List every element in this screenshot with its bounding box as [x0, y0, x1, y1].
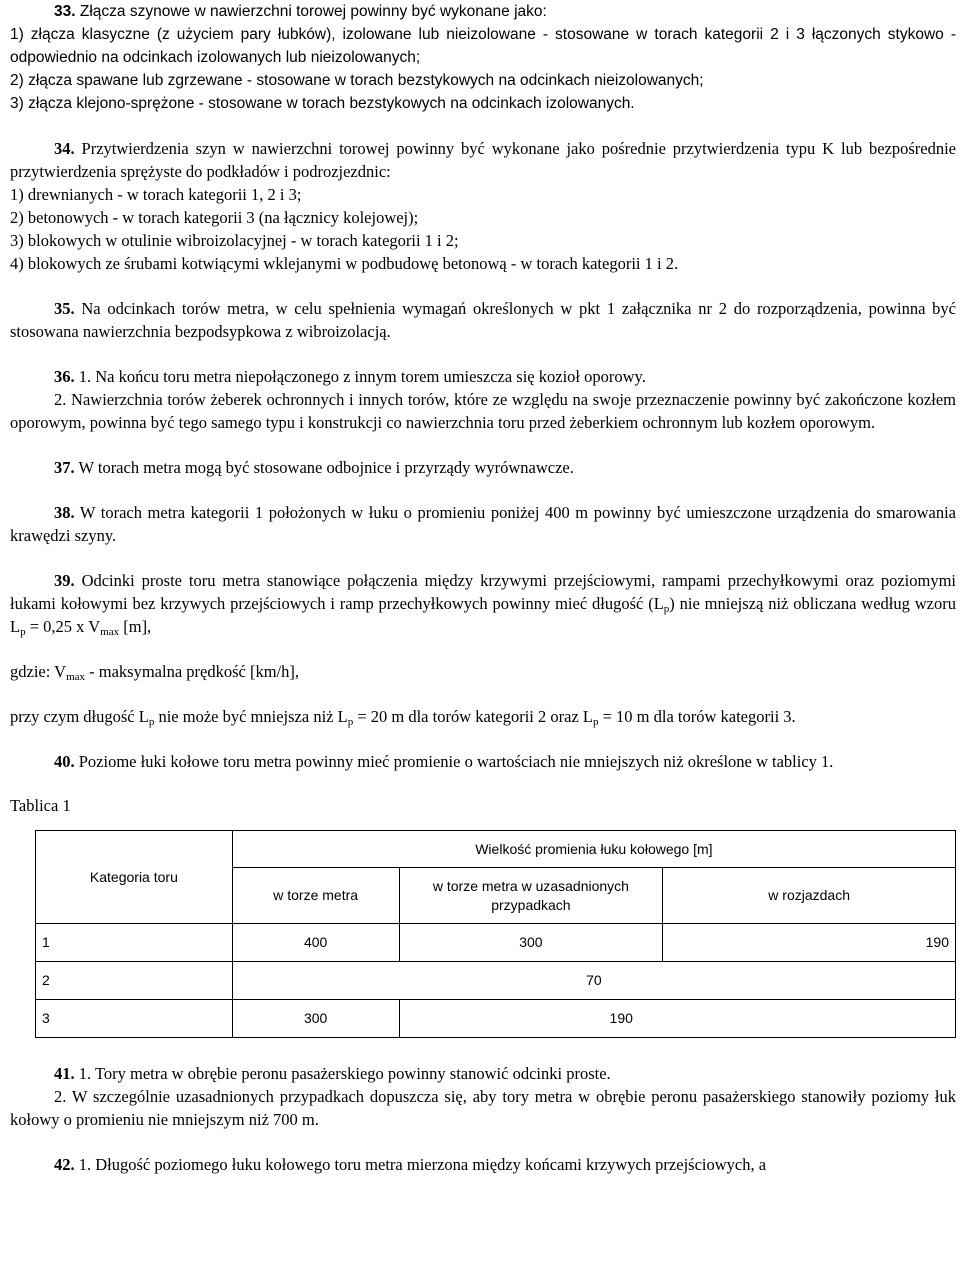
table-row — [36, 1000, 956, 1038]
cell-category: 1 — [36, 924, 233, 962]
list-item: 3) blokowych w otulinie wibroizolacyjnej - w torach kategorii 1 i 2; — [10, 231, 459, 250]
list-item: 4) blokowych ze śrubami kotwiącymi wklejanymi w podbudowę betonową - w torach kategorii 1 i 2. — [10, 254, 679, 273]
cell-switches: 190 — [663, 924, 956, 962]
table-row — [36, 962, 956, 1000]
section-36: 36. 1. Na końcu toru metra niepołączonego z innym torem umieszcza się kozioł oporowy. 2. Nawierzchnia torów żeberek ochronnych i innych torów, które ze względu na swoje przeznaczenie powinny być zakończone kozłem oporowym, powinna być tego samego typu i konstrukcji co nawierzchnia toru przed żeberkiem ochronnym lub kozłem oporowym. — [10, 367, 956, 432]
section-number: 35. — [54, 299, 75, 318]
list-item: 3) złącza klejono-sprężone - stosowane w torach bezstykowych na odcinkach izolowanych. — [10, 95, 635, 112]
cell-category: 3 — [36, 1000, 233, 1038]
cell-category: 2 — [36, 962, 233, 1000]
section-33 — [10, 0, 956, 115]
list-item: 2) betonowych - w torach kategorii 3 (na łącznicy kolejowej); — [10, 208, 419, 227]
section-34-lead: 34. Przytwierdzenia szyn w nawierzchni torowej powinny być wykonane jako pośrednie przytwierdzenia typu K lub bezpośrednie przytwierdzenia sprężyste do podkładów i podrozjezdnic: — [10, 139, 957, 181]
section-number: 36. — [54, 367, 75, 386]
list-item: 1) drewnianych - w torach kategorii 1, 2 i 3; — [10, 185, 302, 204]
radius-table — [35, 830, 956, 1038]
section-number: 41. — [54, 1064, 75, 1083]
section-number: 38. — [54, 503, 75, 522]
section-number: 33. — [54, 3, 76, 20]
list-item: 1) złącza klasyczne (z użyciem pary łubków), izolowane lub nieizolowane - stosowane w torach kategorii 2 i 3 łączonych stykowo - odpowiednio na odcinkach izolowanych lub nieizolowanych; — [10, 26, 956, 66]
section-39: 39. Odcinki proste toru metra stanowiące połączenia między krzywymi przejściowymi, rampami przechyłkowymi oraz poziomymi łukami kołowymi bez krzywych przejściowych i ramp przechyłkowych powinny mieć długość $(L_p)$ nie mniejszą niż obliczana według wzoru $L_p = 0,25$ x $V_{max}$ [m], gdzie: $V_{max}$ - maksymalna prędkość [km/h], przy czym długość $L_p$ nie może być mniejsza niż $L_p = 20$ m dla torów kategorii 2 oraz $L_p = 10$ m dla torów kategorii 3. — [10, 571, 956, 728]
header-group: Wielkość promienia łuku kołowego [m] — [232, 831, 955, 868]
section-41-paragraph-2: 2. W szczególnie uzasadnionych przypadkach dopuszcza się, aby tory metra w obrębie peronu pasażerskiego stanowiły poziomy łuk kołowy o promieniu nie mniejszym niż 700 m. — [10, 1087, 956, 1129]
header-justified: w torze metra w uzasadnionych przypadkach — [399, 868, 663, 924]
section-37: 37. W torach metra mogą być stosowane odbojnice i przyrządy wyrównawcze. — [54, 458, 574, 477]
header-metro: w torze metra — [232, 868, 399, 924]
section-number: 39. — [54, 571, 75, 590]
cell-merged: 70 — [232, 962, 955, 1000]
cell-metro: 300 — [232, 1000, 399, 1038]
formula-legend: gdzie: $V_{max}$ - maksymalna prędkość [km/h], — [10, 662, 299, 683]
section-40: 40. Poziome łuki kołowe toru metra powinny mieć promienie o wartościach nie mniejszych niż określone w tablicy 1. — [54, 752, 834, 771]
section-38: 38. W torach metra kategorii 1 położonych w łuku o promieniu poniżej 400 m powinny być umieszczone urządzenia do smarowania krawędzi szyny. — [10, 503, 957, 545]
cell-merged: 190 — [399, 1000, 955, 1038]
cell-justified: 300 — [399, 924, 663, 962]
header-switches: w rozjazdach — [663, 868, 956, 924]
table-row — [36, 831, 956, 868]
document-page — [10, 0, 956, 1176]
section-35: 35. Na odcinkach torów metra, w celu spełnienia wymagań określonych w pkt 1 załącznika nr 2 do rozporządzenia, powinna być stosowana nawierzchnia bezpodsypkowa z wibroizolacją. — [10, 299, 957, 341]
table-caption: Tablica 1 — [10, 796, 71, 815]
header-category: Kategoria toru — [36, 831, 233, 924]
section-33-lead: 33. Złącza szynowe w nawierzchni torowej powinny być wykonane jako: — [54, 3, 547, 20]
table-row — [36, 924, 956, 962]
section-42: 42. 1. Długość poziomego łuku kołowego toru metra mierzona między końcami krzywych przejściowych, a — [54, 1155, 767, 1174]
section-41: 41. 1. Tory metra w obrębie peronu pasażerskiego powinny stanowić odcinki proste. 2. W szczególnie uzasadnionych przypadkach dopuszcza się, aby tory metra w obrębie peronu pasażerskiego stanowiły poziomy łuk kołowy o promieniu nie mniejszym niż 700 m. — [10, 1064, 956, 1129]
section-number: 40. — [54, 752, 75, 771]
section-number: 34. — [54, 139, 75, 158]
section-number: 42. — [54, 1155, 75, 1174]
formula-condition: przy czym długość $L_p$ nie może być mniejsza niż $L_p = 20$ m dla torów kategorii 2 oraz $L_p = 10$ m dla torów kategorii 3. — [10, 707, 796, 728]
section-number: 37. — [54, 458, 75, 477]
section-36-paragraph-2: 2. Nawierzchnia torów żeberek ochronnych i innych torów, które ze względu na swoje przeznaczenie powinny być zakończone kozłem oporowym, powinna być tego samego typu i konstrukcji co nawierzchnia toru przed żeberkiem ochronnym lub kozłem oporowym. — [10, 390, 956, 432]
cell-metro: 400 — [232, 924, 399, 962]
section-34 — [10, 137, 956, 275]
list-item: 2) złącza spawane lub zgrzewane - stosowane w torach bezstykowych na odcinkach nieizolowanych; — [10, 72, 704, 89]
